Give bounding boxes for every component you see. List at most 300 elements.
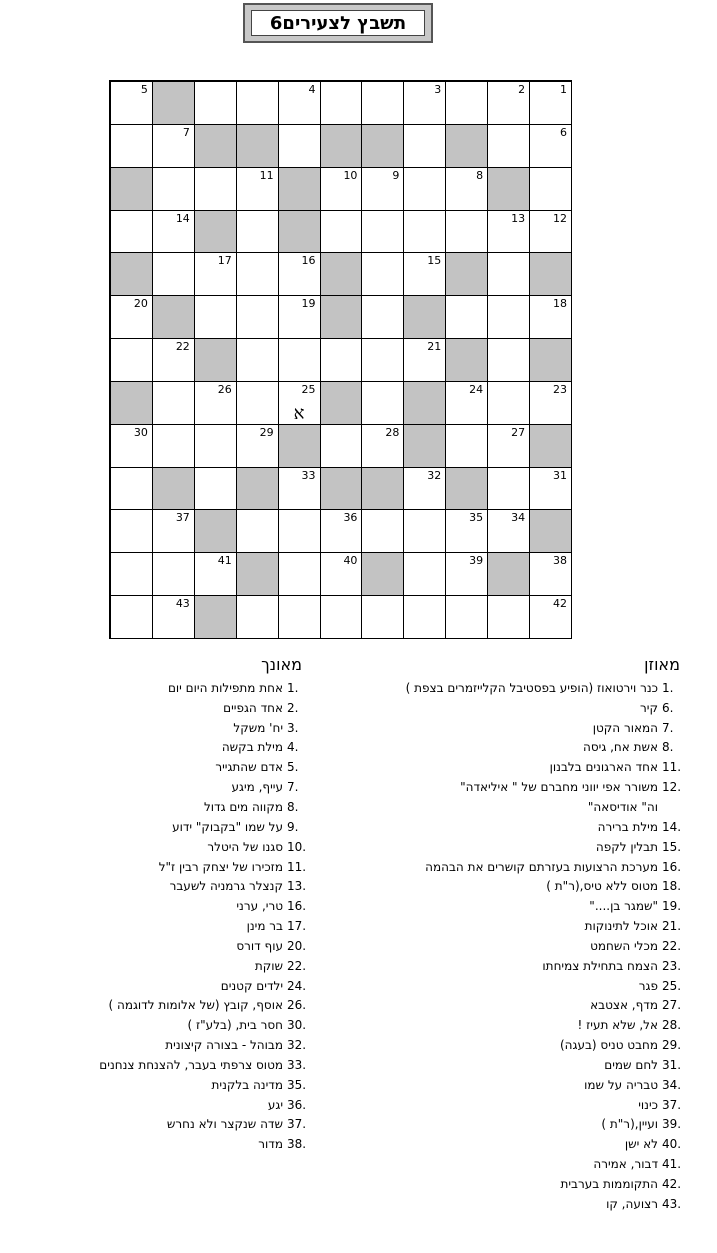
cell-number: 20 <box>133 297 148 311</box>
grid-cell[interactable] <box>487 595 530 639</box>
grid-cell[interactable] <box>278 381 321 425</box>
across-clue <box>300 936 688 956</box>
grid-cell[interactable] <box>236 381 279 425</box>
clue-number: 13. <box>287 879 307 894</box>
cell-number: 31 <box>552 468 567 482</box>
cell-number: 41 <box>217 554 232 568</box>
cell-number: 28 <box>385 425 400 439</box>
grid-cell[interactable] <box>194 424 237 468</box>
clue-number: 30. <box>287 1018 307 1033</box>
grid-cell[interactable] <box>320 210 363 254</box>
grid-cell[interactable] <box>529 124 572 168</box>
down-clue <box>20 1115 313 1135</box>
cell-number: 27 <box>511 425 526 439</box>
grid-cell[interactable] <box>361 381 404 425</box>
across-clue <box>300 976 688 996</box>
cell-number: 14 <box>175 211 190 225</box>
grid-block-cell <box>278 424 321 468</box>
across-clue <box>300 1194 688 1214</box>
clue-text: פגר <box>638 978 658 993</box>
clue-number: 24. <box>287 978 307 993</box>
clue-text: בר מינן <box>246 919 283 934</box>
crossword-grid <box>109 80 572 639</box>
clue-number: 7. <box>662 720 674 735</box>
grid-cell[interactable] <box>152 424 195 468</box>
grid-cell[interactable] <box>320 424 363 468</box>
grid-cell[interactable] <box>110 338 153 382</box>
grid-cell[interactable] <box>110 595 153 639</box>
grid-block-cell <box>194 210 237 254</box>
grid-block-cell <box>320 295 363 339</box>
grid-block-cell <box>194 124 237 168</box>
clue-text: המאור הקטן <box>592 720 658 735</box>
grid-cell[interactable] <box>278 252 321 296</box>
clue-number: 5. <box>287 760 299 775</box>
grid-cell[interactable] <box>194 381 237 425</box>
clue-text: ועיין,(ר"ת ) <box>601 1117 658 1132</box>
grid-cell[interactable] <box>403 81 446 125</box>
down-clue <box>20 996 313 1016</box>
grid-block-cell <box>236 552 279 596</box>
grid-cell[interactable] <box>487 338 530 382</box>
cell-number: 9 <box>392 168 400 182</box>
grid-block-cell <box>403 295 446 339</box>
down-clue-list <box>20 678 313 1154</box>
grid-cell[interactable] <box>236 509 279 553</box>
clue-text: התקוממות בערבית <box>560 1177 658 1192</box>
grid-block-cell <box>487 167 530 211</box>
cell-number: 10 <box>343 168 358 182</box>
grid-block-cell <box>403 424 446 468</box>
grid-cell[interactable] <box>361 424 404 468</box>
cell-number: 29 <box>259 425 274 439</box>
grid-cell[interactable] <box>487 381 530 425</box>
grid-cell[interactable] <box>152 210 195 254</box>
clue-text: דבור, אמירה <box>593 1157 658 1172</box>
clue-number: 11. <box>662 760 682 775</box>
grid-cell[interactable] <box>529 595 572 639</box>
across-clue <box>300 738 688 758</box>
cell-number: 25 <box>301 382 316 396</box>
cell-number: 5 <box>140 83 148 96</box>
across-clue <box>300 1174 688 1194</box>
cell-letter: א <box>293 402 305 424</box>
down-clue <box>20 718 313 738</box>
grid-block-cell <box>110 252 153 296</box>
down-clue <box>20 1075 313 1095</box>
cell-number: 34 <box>511 511 526 525</box>
clue-number: 16. <box>287 899 307 914</box>
clue-text: אחד הגפיים <box>223 700 283 715</box>
grid-cell[interactable] <box>403 552 446 596</box>
grid-cell[interactable] <box>529 295 572 339</box>
clue-number: 19. <box>662 899 682 914</box>
clue-text: מכלי השחמט <box>590 938 658 953</box>
clue-number: 2. <box>287 700 299 715</box>
grid-cell[interactable] <box>529 381 572 425</box>
across-clue <box>300 1134 688 1154</box>
across-clue <box>300 1154 688 1174</box>
grid-cell[interactable] <box>278 552 321 596</box>
clue-text: אשת אח, גיסה <box>583 740 658 755</box>
clue-number: 36. <box>287 1097 307 1112</box>
clue-number: 14. <box>662 819 682 834</box>
clue-number: 22. <box>662 938 682 953</box>
grid-cell[interactable] <box>152 167 195 211</box>
grid-cell[interactable] <box>152 509 195 553</box>
clue-text: חסר בית, (בלע"ז ) <box>187 1018 283 1033</box>
cell-number: 35 <box>469 511 484 525</box>
down-clue <box>20 1055 313 1075</box>
grid-cell[interactable] <box>110 81 153 125</box>
grid-cell[interactable] <box>152 552 195 596</box>
clue-text: אחת מתפילות היום יום <box>167 680 283 695</box>
grid-cell[interactable] <box>278 295 321 339</box>
clue-text: מזכירו של יצחק רבין ז"ל <box>158 859 283 874</box>
grid-cell[interactable] <box>403 509 446 553</box>
grid-cell[interactable] <box>403 338 446 382</box>
grid-cell[interactable] <box>361 295 404 339</box>
grid-cell[interactable] <box>361 509 404 553</box>
down-clue <box>20 916 313 936</box>
down-clue <box>20 1095 313 1115</box>
grid-block-cell <box>194 595 237 639</box>
grid-cell[interactable] <box>110 124 153 168</box>
grid-block-cell <box>320 467 363 511</box>
across-clue <box>300 896 688 916</box>
cell-number: 36 <box>343 511 358 525</box>
grid-cell[interactable] <box>529 552 572 596</box>
cell-number: 24 <box>469 382 484 396</box>
across-clue <box>300 1095 688 1115</box>
grid-cell[interactable] <box>445 595 488 639</box>
page-title: תשבץ לצעירים6 <box>251 10 425 36</box>
grid-cell[interactable] <box>278 338 321 382</box>
grid-cell[interactable] <box>236 210 279 254</box>
grid-cell[interactable] <box>278 595 321 639</box>
clue-text: מקווה מים גדול <box>203 799 283 814</box>
across-clue <box>300 1035 688 1055</box>
grid-cell[interactable] <box>361 167 404 211</box>
clue-text: שוקת <box>254 958 283 973</box>
across-clue <box>300 698 688 718</box>
across-clue <box>300 837 688 857</box>
grid-cell[interactable] <box>320 81 363 125</box>
grid-block-cell <box>236 467 279 511</box>
grid-cell[interactable] <box>529 81 572 125</box>
clue-number: 39. <box>662 1117 682 1132</box>
clue-text: מטוס צרפתי בעבר, להצנחת צנחנים <box>99 1057 283 1072</box>
grid-cell[interactable] <box>529 167 572 211</box>
grid-cell[interactable] <box>487 252 530 296</box>
grid-cell[interactable] <box>445 167 488 211</box>
grid-cell[interactable] <box>152 252 195 296</box>
cell-number: 26 <box>217 382 232 396</box>
grid-cell[interactable] <box>278 467 321 511</box>
down-clue <box>20 956 313 976</box>
clue-number: 3. <box>287 720 299 735</box>
clue-text: אוסף, קובץ (של אלומות לדוגמה ) <box>108 998 283 1013</box>
grid-cell[interactable] <box>236 595 279 639</box>
grid-cell[interactable] <box>320 167 363 211</box>
clue-number: 15. <box>662 839 682 854</box>
down-clue <box>20 837 313 857</box>
clue-number: 7. <box>287 780 299 795</box>
grid-cell[interactable] <box>487 509 530 553</box>
grid-cell[interactable] <box>529 467 572 511</box>
clue-number: 23. <box>662 958 682 973</box>
cell-number: 23 <box>552 382 567 396</box>
clue-number: 35. <box>287 1077 307 1092</box>
grid-cell[interactable] <box>320 595 363 639</box>
clue-text: מדור <box>258 1137 283 1152</box>
grid-cell[interactable] <box>403 167 446 211</box>
clue-number: 32. <box>287 1038 307 1053</box>
clue-number: 1. <box>287 680 299 695</box>
clue-text: לחם שמים <box>604 1057 658 1072</box>
clue-text: אדם שהתגייר <box>215 760 283 775</box>
grid-cell[interactable] <box>152 595 195 639</box>
clue-text: אל, שלא תעיז ! <box>577 1018 658 1033</box>
cell-number: 40 <box>343 554 358 568</box>
grid-cell[interactable] <box>403 124 446 168</box>
grid-cell[interactable] <box>445 381 488 425</box>
clue-text: כינוי <box>638 1097 658 1112</box>
cell-number: 37 <box>175 511 190 525</box>
clue-number: 42. <box>662 1177 682 1192</box>
clue-text: קיר <box>640 700 658 715</box>
grid-cell[interactable] <box>110 509 153 553</box>
clue-number: 41. <box>662 1157 682 1172</box>
across-clue <box>300 1015 688 1035</box>
clue-text: יח' משקל <box>233 720 283 735</box>
across-clue-list <box>300 678 688 1214</box>
down-clue <box>20 797 313 817</box>
grid-cell[interactable] <box>445 552 488 596</box>
across-clue <box>300 857 688 877</box>
clue-text: משורר אפי יווני מחברם של " איליאדה" <box>460 780 658 795</box>
grid-cell[interactable] <box>194 252 237 296</box>
grid-cell[interactable] <box>445 295 488 339</box>
grid-cell[interactable] <box>236 252 279 296</box>
across-clue <box>300 996 688 1016</box>
grid-block-cell <box>278 210 321 254</box>
grid-cell[interactable] <box>487 295 530 339</box>
clue-text: וה" אודיסאה" <box>587 799 658 814</box>
grid-cell[interactable] <box>194 295 237 339</box>
clue-number: 37. <box>287 1117 307 1132</box>
clue-number: 17. <box>287 919 307 934</box>
grid-cell[interactable] <box>152 338 195 382</box>
down-clue <box>20 698 313 718</box>
grid-cell[interactable] <box>194 552 237 596</box>
clue-number: 26. <box>287 998 307 1013</box>
across-clue <box>300 678 688 698</box>
grid-cell[interactable] <box>110 424 153 468</box>
grid-cell[interactable] <box>361 210 404 254</box>
cell-number: 11 <box>259 168 274 182</box>
clue-number: 38. <box>287 1137 307 1152</box>
clue-text: אחד הארגונים בלבנון <box>549 760 658 775</box>
grid-cell[interactable] <box>529 210 572 254</box>
clue-text: לא ישן <box>624 1137 658 1152</box>
clue-text: עייף, מיגע <box>231 780 283 795</box>
clue-text: טבריה על שמו <box>584 1077 658 1092</box>
across-clue <box>300 876 688 896</box>
clue-text: יגע <box>267 1097 283 1112</box>
cell-number: 4 <box>308 83 316 96</box>
clue-text: מבוהל - בצורה קיצונית <box>165 1038 283 1053</box>
across-clue <box>300 956 688 976</box>
grid-cell[interactable] <box>110 552 153 596</box>
grid-cell[interactable] <box>361 81 404 125</box>
down-clue <box>20 777 313 797</box>
cell-number: 1 <box>559 83 567 96</box>
down-clue <box>20 876 313 896</box>
clue-text: הצמח בתחילת צמיחתו <box>542 958 658 973</box>
down-clue <box>20 1035 313 1055</box>
grid-cell[interactable] <box>403 252 446 296</box>
cell-number: 18 <box>552 297 567 311</box>
title-frame <box>243 3 433 43</box>
grid-block-cell <box>320 381 363 425</box>
grid-cell[interactable] <box>236 81 279 125</box>
cell-number: 17 <box>217 254 232 268</box>
grid-cell[interactable] <box>278 509 321 553</box>
down-heading: מאונך <box>261 655 302 674</box>
cell-number: 30 <box>133 425 148 439</box>
across-clue <box>300 1055 688 1075</box>
grid-block-cell <box>152 81 195 125</box>
grid-cell[interactable] <box>236 424 279 468</box>
grid-cell[interactable] <box>445 509 488 553</box>
cell-number: 42 <box>552 597 567 611</box>
grid-cell[interactable] <box>487 210 530 254</box>
grid-cell[interactable] <box>194 467 237 511</box>
down-clue <box>20 678 313 698</box>
across-heading: מאוזן <box>644 655 680 674</box>
grid-cell[interactable] <box>278 81 321 125</box>
grid-cell[interactable] <box>361 252 404 296</box>
cell-number: 7 <box>182 125 190 139</box>
cell-number: 15 <box>427 254 442 268</box>
grid-cell[interactable] <box>152 381 195 425</box>
clue-number: 22. <box>287 958 307 973</box>
clue-number: 20. <box>287 938 307 953</box>
cell-number: 3 <box>434 83 442 96</box>
grid-cell[interactable] <box>320 552 363 596</box>
cell-number: 19 <box>301 297 316 311</box>
grid-block-cell <box>487 552 530 596</box>
grid-cell[interactable] <box>194 167 237 211</box>
grid-block-cell <box>278 167 321 211</box>
grid-cell[interactable] <box>110 210 153 254</box>
down-clue <box>20 817 313 837</box>
grid-cell[interactable] <box>361 595 404 639</box>
cell-number: 6 <box>559 125 567 139</box>
grid-cell[interactable] <box>445 424 488 468</box>
clue-text: שדה שנקצר ולא נחרש <box>166 1117 283 1132</box>
grid-block-cell <box>110 381 153 425</box>
down-clue <box>20 936 313 956</box>
grid-block-cell <box>403 381 446 425</box>
grid-cell[interactable] <box>403 467 446 511</box>
clue-number: 12. <box>662 780 682 795</box>
down-clue <box>20 857 313 877</box>
across-clue <box>300 718 688 738</box>
clue-number: 1. <box>662 680 674 695</box>
across-clue <box>300 797 688 817</box>
clue-text: עוף דורס <box>236 938 283 953</box>
cell-number: 43 <box>175 597 190 611</box>
clue-text: מערכת הרצועות בעזרתם קושרים את הבהמה <box>425 859 658 874</box>
clue-number: 34. <box>662 1077 682 1092</box>
clue-text: טרי, ערני <box>236 899 283 914</box>
grid-cell[interactable] <box>152 124 195 168</box>
across-clue <box>300 1075 688 1095</box>
grid-block-cell <box>194 509 237 553</box>
grid-cell[interactable] <box>445 81 488 125</box>
grid-block-cell <box>445 338 488 382</box>
grid-cell[interactable] <box>403 595 446 639</box>
cell-number: 39 <box>469 554 484 568</box>
grid-block-cell <box>194 338 237 382</box>
grid-cell[interactable] <box>487 424 530 468</box>
grid-cell[interactable] <box>320 338 363 382</box>
clue-text: רצועה, קו <box>606 1196 658 1211</box>
grid-cell[interactable] <box>236 338 279 382</box>
clue-text: מדינה בלקנית <box>211 1077 283 1092</box>
grid-cell[interactable] <box>236 295 279 339</box>
across-clue <box>300 817 688 837</box>
grid-block-cell <box>110 167 153 211</box>
clue-number: 43. <box>662 1196 682 1211</box>
grid-cell[interactable] <box>487 81 530 125</box>
clue-text: קנצלר גרמניה לשעבר <box>169 879 283 894</box>
clue-text: מחבט טניס (בעגה) <box>560 1038 658 1053</box>
grid-cell[interactable] <box>194 81 237 125</box>
grid-cell[interactable] <box>403 210 446 254</box>
clue-number: 8. <box>662 740 674 755</box>
grid-block-cell <box>529 424 572 468</box>
clue-text: מטוס ללא טיס,(ר"ת ) <box>546 879 658 894</box>
down-clue <box>20 757 313 777</box>
grid-cell[interactable] <box>278 124 321 168</box>
clue-text: כנר וירטואוז (הופיע בפסטיבל הקלייזמרים בצפת ) <box>405 680 658 695</box>
clue-text: מדף, אצטבא <box>590 998 658 1013</box>
grid-cell[interactable] <box>110 295 153 339</box>
grid-cell[interactable] <box>236 167 279 211</box>
clue-number: 25. <box>662 978 682 993</box>
grid-cell[interactable] <box>361 338 404 382</box>
grid-block-cell <box>529 252 572 296</box>
grid-cell[interactable] <box>487 467 530 511</box>
grid-cell[interactable] <box>487 124 530 168</box>
grid-block-cell <box>152 295 195 339</box>
grid-cell[interactable] <box>320 509 363 553</box>
grid-cell[interactable] <box>445 210 488 254</box>
cell-number: 22 <box>175 340 190 354</box>
cell-number: 12 <box>552 211 567 225</box>
cell-number: 32 <box>427 468 442 482</box>
clue-number: 27. <box>662 998 682 1013</box>
grid-block-cell <box>320 252 363 296</box>
grid-block-cell <box>236 124 279 168</box>
clue-number: 11. <box>287 859 307 874</box>
cell-number: 33 <box>301 468 316 482</box>
clue-number: 10. <box>287 839 307 854</box>
grid-cell[interactable] <box>110 467 153 511</box>
